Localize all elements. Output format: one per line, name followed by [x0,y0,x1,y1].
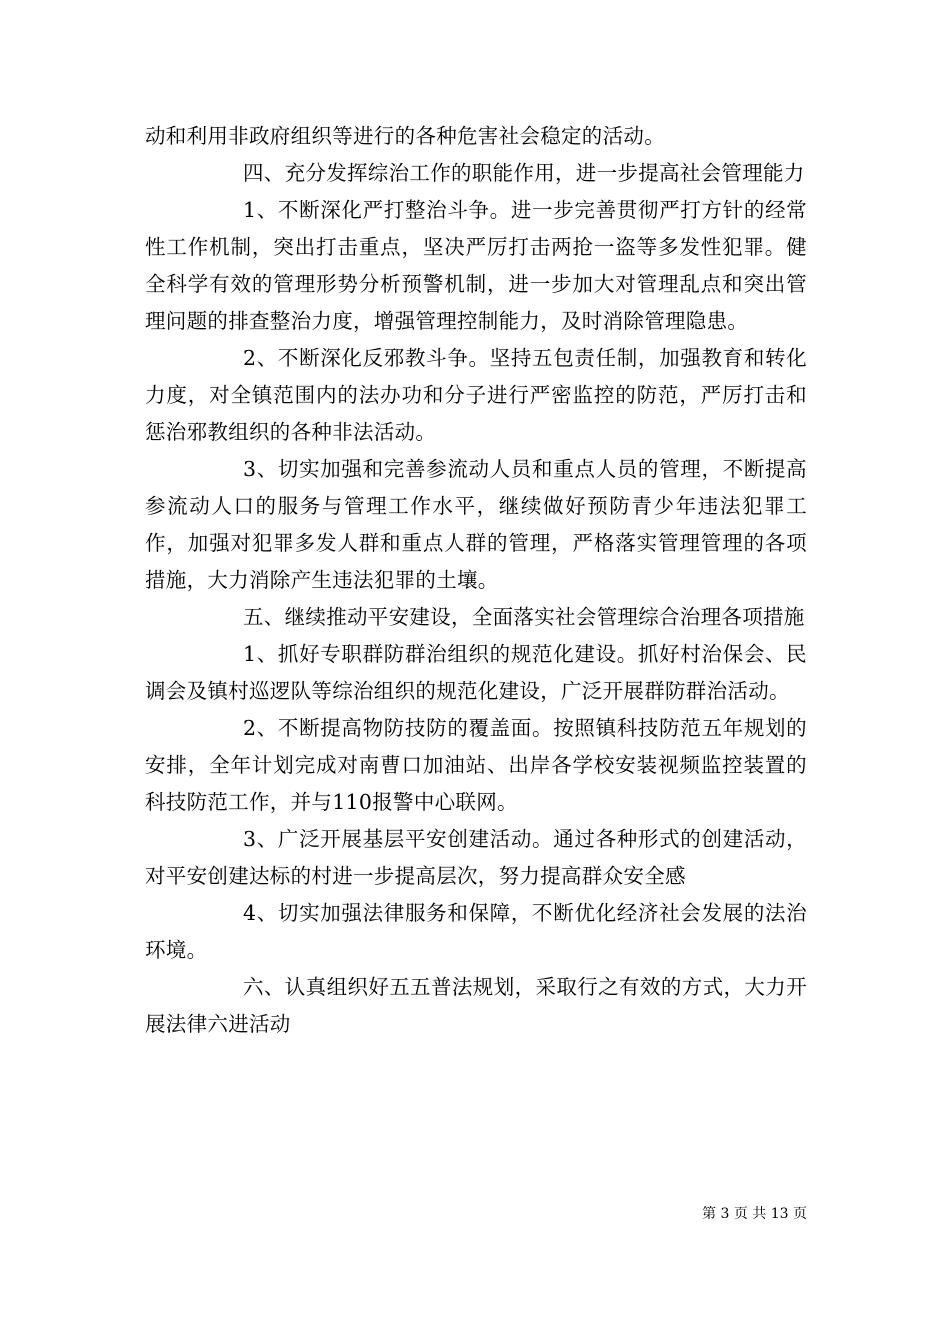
section-heading: 六、认真组织好五五普法规划，采取行之有效的方式，大力开展法律六进活动 [145,975,807,1036]
section-heading: 四、充分发挥综治工作的职能作用，进一步提高社会管理能力 [243,161,805,185]
paragraph: 3、广泛开展基层平安创建活动。通过各种形式的创建活动，对平安创建达标的村进一步提高层次，努力提高群众安全感 [145,827,807,888]
paragraph: 4、切实加强法律服务和保障，不断优化经济社会发展的法治环境。 [145,901,807,962]
page-number-footer: 第 3 页 共 13 页 [702,1206,807,1222]
paragraph: 3、切实加强和完善参流动人员和重点人员的管理，不断提高参流动人口的服务与管理工作水平，继续做好预防青少年违法犯罪工作，加强对犯罪多发人群和重点人群的管理，严格落实管理管理的各项措施，大力消除产生违法犯罪的土壤。 [145,457,807,592]
section-heading: 五、继续推动平安建设，全面落实社会管理综合治理各项措施 [243,605,805,629]
document-body [145,118,807,1043]
paragraph: 1、抓好专职群防群治组织的规范化建设。抓好村治保会、民调会及镇村巡逻队等综治组织的规范化建设，广泛开展群防群治活动。 [145,642,807,703]
paragraph: 1、不断深化严打整治斗争。进一步完善贯彻严打方针的经常性工作机制，突出打击重点，坚决严厉打击两抢一盗等多发性犯罪。健全科学有效的管理形势分析预警机制，进一步加大对管理乱点和突出管理问题的排查整治力度，增强管理控制能力，及时消除管理隐患。 [145,198,807,333]
paragraph: 2、不断提高物防技防的覆盖面。按照镇科技防范五年规划的安排，全年计划完成对南曹口加油站、出岸各学校安装视频监控装置的科技防范工作，并与110报警中心联网。 [145,716,807,814]
paragraph: 2、不断深化反邪教斗争。坚持五包责任制，加强教育和转化力度，对全镇范围内的法办功和分子进行严密监控的防范，严厉打击和惩治邪教组织的各种非法活动。 [145,346,807,444]
paragraph: 动和利用非政府组织等进行的各种危害社会稳定的活动。 [145,124,665,148]
